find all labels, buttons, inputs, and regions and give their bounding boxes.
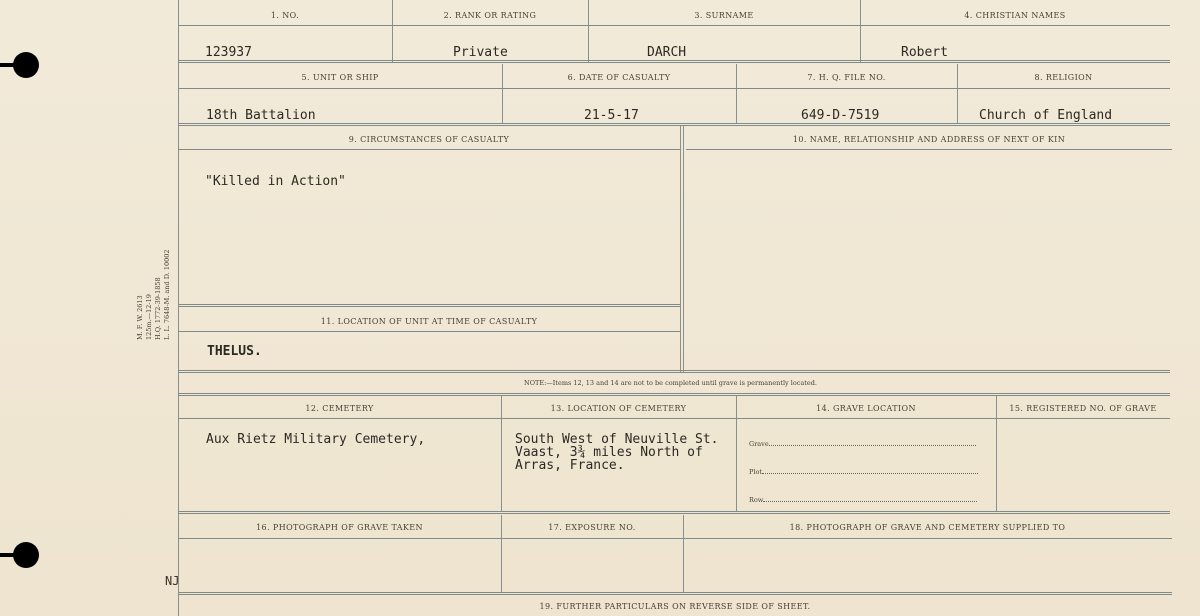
row-line bbox=[749, 495, 977, 504]
form-code bbox=[136, 249, 172, 340]
footer-text: 19. FURTHER PARTICULARS ON REVERSE SIDE OF SHEET. bbox=[539, 602, 811, 611]
clerk-initials: NJ bbox=[165, 574, 180, 588]
section3-inner-divider bbox=[680, 126, 681, 372]
row4-divider bbox=[996, 396, 997, 512]
label-unit: 5. UNIT OR SHIP bbox=[301, 73, 379, 82]
label-exposure-no: 17. EXPOSURE NO. bbox=[548, 523, 636, 532]
label-christian-names: 4. CHRISTIAN NAMES bbox=[964, 11, 1066, 20]
form-code-line3: H.Q. 1772-39-1858 bbox=[154, 277, 162, 340]
label-number: 1. NO. bbox=[270, 11, 300, 20]
label-circumstances: 9. CIRCUMSTANCES OF CASUALTY bbox=[348, 135, 510, 144]
row-label: Row bbox=[749, 496, 764, 504]
value-location-cemetery-line2: Vaast, 3¾ miles North of bbox=[515, 445, 703, 460]
row1-divider bbox=[860, 0, 861, 62]
row1-divider bbox=[392, 0, 393, 62]
plot-label: Plot bbox=[749, 468, 762, 476]
label-file-no: 7. H. Q. FILE NO. bbox=[807, 73, 886, 82]
label-surname: 3. SURNAME bbox=[694, 11, 754, 20]
label-location-of-cemetery: 13. LOCATION OF CEMETERY bbox=[550, 404, 687, 413]
location-caption-line bbox=[178, 331, 680, 332]
label-date: 6. DATE OF CASUALTY bbox=[567, 73, 671, 82]
value-circumstances: "Killed in Action" bbox=[205, 174, 346, 189]
value-religion: Church of England bbox=[979, 108, 1113, 123]
row1-caption-line bbox=[178, 25, 1170, 26]
circumstances-bottom-line bbox=[178, 304, 680, 307]
value-file-no: 649-D-7519 bbox=[801, 108, 880, 123]
value-surname: DARCH bbox=[647, 45, 687, 60]
value-location-cemetery-line1: South West of Neuville St. bbox=[515, 432, 719, 447]
row2-caption-line bbox=[178, 88, 1170, 89]
row5-bottom-line bbox=[178, 592, 1172, 595]
plot-line bbox=[749, 467, 978, 476]
label-cemetery: 12. CEMETERY bbox=[305, 404, 374, 413]
row4-caption-line bbox=[178, 418, 1170, 419]
grave-dotted-line bbox=[769, 439, 976, 446]
label-grave-location: 14. GRAVE LOCATION bbox=[816, 404, 916, 413]
binder-hole-top bbox=[13, 52, 39, 78]
row4-bottom-line bbox=[178, 511, 1170, 514]
value-location-cemetery-line3: Arras, France. bbox=[515, 458, 625, 473]
circumstances-caption-line bbox=[178, 149, 680, 150]
label-registered-no: 15. REGISTERED NO. OF GRAVE bbox=[1009, 404, 1157, 413]
value-christian-names: Robert bbox=[901, 45, 948, 60]
row-dotted-line bbox=[763, 495, 977, 502]
label-location-of-unit: 11. LOCATION OF UNIT AT TIME OF CASUALTY bbox=[320, 317, 538, 326]
row2-bottom-line bbox=[178, 123, 1170, 126]
label-next-of-kin: 10. NAME, RELATIONSHIP AND ADDRESS OF NEXT OF KIN bbox=[792, 135, 1066, 144]
form-code-line1: M. F. W. 2613 bbox=[136, 295, 144, 340]
label-rank: 2. RANK OR RATING bbox=[443, 11, 537, 20]
form-code-line2: 125m.—12-19 bbox=[145, 294, 153, 340]
note-bottom-line bbox=[178, 393, 1170, 396]
row5-caption-line bbox=[178, 538, 1172, 539]
value-date: 21-5-17 bbox=[584, 108, 639, 123]
row1-divider bbox=[588, 0, 589, 62]
label-photograph-supplied: 18. PHOTOGRAPH OF GRAVE AND CEMETERY SUPPLIED TO bbox=[789, 523, 1066, 532]
section3-bottom-line bbox=[178, 370, 1170, 373]
form-code-line4: L. L. 7648-M. and D. 10002 bbox=[163, 249, 171, 340]
label-religion: 8. RELIGION bbox=[1034, 73, 1093, 82]
value-location-of-unit: THELUS. bbox=[207, 344, 262, 359]
grave-line bbox=[749, 439, 976, 448]
value-unit: 18th Battalion bbox=[206, 108, 316, 123]
label-photograph-taken: 16. PHOTOGRAPH OF GRAVE TAKEN bbox=[256, 523, 423, 532]
plot-dotted-line bbox=[762, 467, 978, 474]
next-of-kin-caption-line bbox=[686, 149, 1172, 150]
row4-divider bbox=[501, 396, 502, 512]
note-text: NOTE:—Items 12, 13 and 14 are not to be completed until grave is permanently located. bbox=[524, 379, 817, 387]
grave-label: Grave bbox=[749, 440, 769, 448]
value-rank: Private bbox=[453, 45, 508, 60]
row1-bottom-line bbox=[178, 60, 1170, 63]
binder-hole-bottom bbox=[13, 542, 39, 568]
value-cemetery: Aux Rietz Military Cemetery, bbox=[206, 432, 426, 447]
section3-divider bbox=[683, 126, 684, 372]
value-number: 123937 bbox=[205, 45, 252, 60]
row4-divider bbox=[736, 396, 737, 512]
